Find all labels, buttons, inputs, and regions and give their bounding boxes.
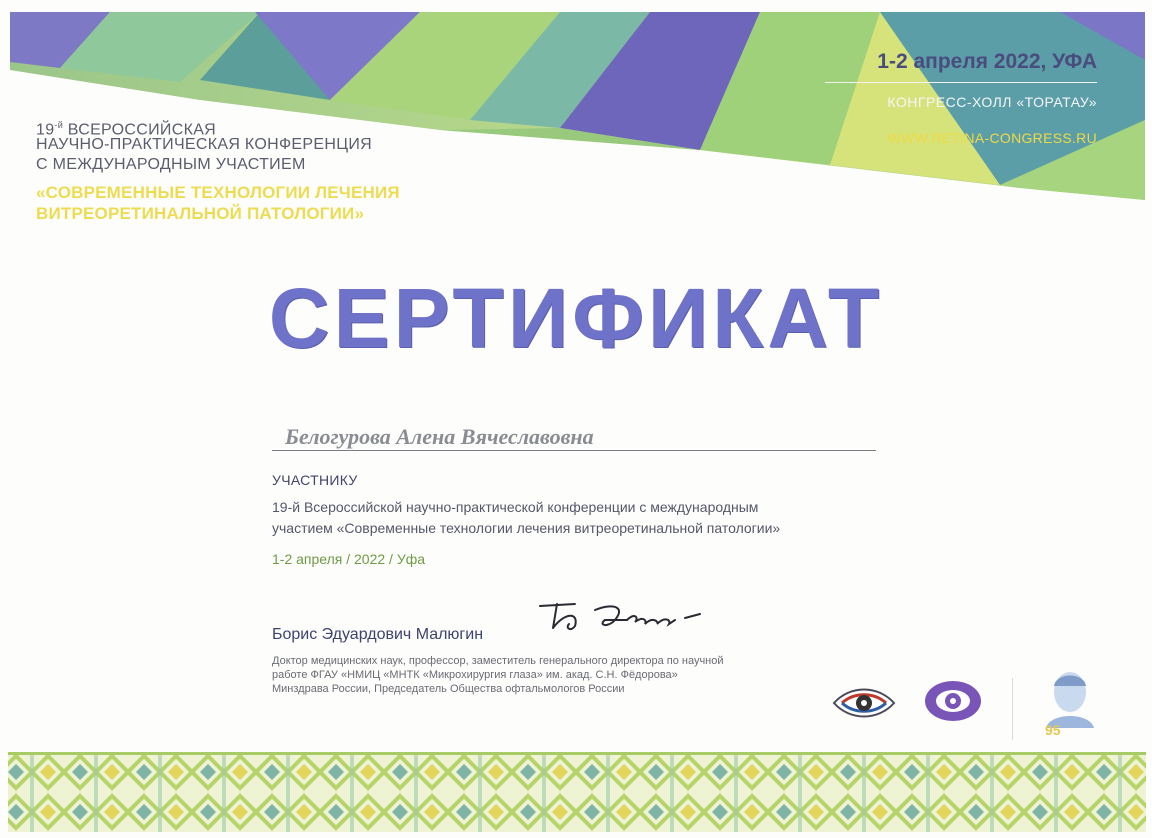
event-date: 1-2 апреля / 2022 / Уфа: [272, 551, 426, 567]
description-line-1: 19-й Всероссийской научно-практической конференции с международным: [272, 499, 759, 515]
logo-divider: [1012, 678, 1013, 740]
position-line-1: Доктор медицинских наук, профессор, заместитель генерального директора по научной: [272, 655, 724, 667]
conference-dates: 1-2 апреля 2022, УФА: [877, 50, 1097, 73]
certificate-description: [272, 497, 852, 539]
position-line-2: работе ФГАУ «НМИЦ «МНТК «Микрохирургия глаза» им. акад. С.Н. Фёдорова»: [272, 669, 678, 681]
conference-venue: КОНГРЕСС-ХОЛЛ «ТОРАТАУ»: [887, 94, 1097, 110]
description-line-2: участием «Современные технологии лечения витреоретинальной патологии»: [272, 520, 781, 536]
anniversary-number: 95: [1045, 722, 1061, 738]
conference-ordinal: $19^{-й}$ ВСЕРОССИЙСКАЯ: [36, 120, 217, 139]
conference-website: WWW.RETINA-CONGRESS.RU: [887, 130, 1097, 146]
position-line-3: Минздрава России, Председатель Общества офтальмологов России: [272, 683, 625, 695]
certificate-title: СЕРТИФИКАТ: [268, 271, 884, 365]
header-divider: [825, 82, 1097, 83]
recipient-role: УЧАСТНИКУ: [272, 472, 358, 488]
signatory-name: Борис Эдуардович Малюгин: [272, 626, 484, 643]
conference-title-line-2: ВИТРЕОРЕТИНАЛЬНОЙ ПАТОЛОГИИ»: [36, 204, 365, 223]
conference-line-3: С МЕЖДУНАРОДНЫМ УЧАСТИЕМ: [36, 156, 306, 173]
mntk-eye-logo: [922, 680, 984, 722]
conference-line-2: НАУЧНО-ПРАКТИЧЕСКАЯ КОНФЕРЕНЦИЯ: [36, 136, 372, 153]
conference-title-line-1: «СОВРЕМЕННЫЕ ТЕХНОЛОГИИ ЛЕЧЕНИЯ: [36, 183, 400, 202]
signatory-position: [272, 654, 752, 696]
signature: [535, 598, 705, 638]
recipient-name: Белогурова Алена Вячеславовна: [285, 424, 594, 449]
ophthalmologists-society-logo: [832, 682, 896, 724]
recipient-underline: [272, 450, 876, 451]
